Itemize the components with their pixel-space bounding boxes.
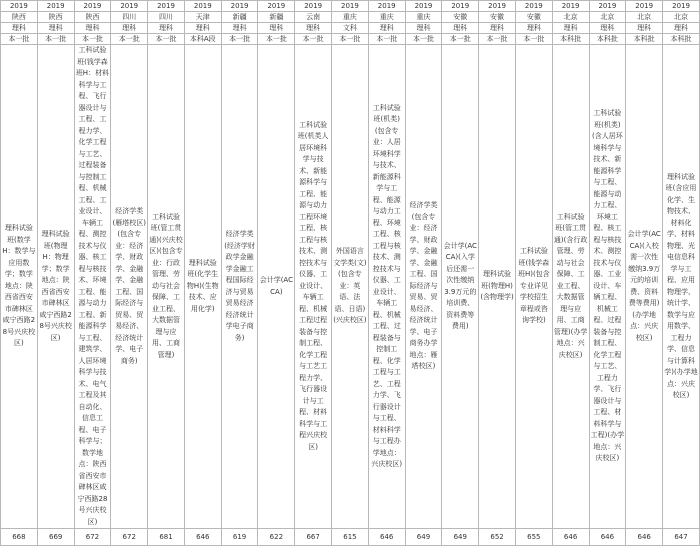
score-cell: 672 <box>111 529 148 546</box>
score-cell: 669 <box>37 529 74 546</box>
year-cell: 2019 <box>442 1 479 12</box>
category-cell: 理科 <box>258 23 295 34</box>
batch-cell: 本科批 <box>552 34 589 45</box>
province-cell: 云南 <box>295 12 332 23</box>
score-cell: 622 <box>258 529 295 546</box>
year-cell: 2019 <box>405 1 442 12</box>
category-row <box>1 23 700 34</box>
major-cell: 理科试验班(物理H：物理学；数学地点：陕西省西安市碑林区咸宁西路28号兴庆校区) <box>37 45 74 529</box>
batch-cell: 本一批 <box>515 34 552 45</box>
major-cell: 工科试验班(机类人居环境科学与技术、新能源科学与工程、能源与动力工程环境工程、核工程与核技术、测控技术与仪器、工业设计、车辆工程、机械工程过程装备与控制工程、化学工程与工艺工程力学、飞行器设计与工程、材料科学与工程兴庆校区) <box>295 45 332 529</box>
province-cell: 北京 <box>552 12 589 23</box>
score-row <box>1 529 700 546</box>
score-cell: 652 <box>479 529 516 546</box>
province-cell: 陕西 <box>37 12 74 23</box>
major-cell: 工科试验班(管工贯通)(含行政管理、劳动与社会保障、工业工程、大数据管理与应用、工商管理)(办学地点：兴庆校区) <box>552 45 589 529</box>
batch-cell: 本一批 <box>368 34 405 45</box>
year-row <box>1 1 700 12</box>
batch-cell: 本一批 <box>332 34 369 45</box>
batch-cell: 本科A段 <box>184 34 221 45</box>
category-cell: 文科 <box>332 23 369 34</box>
major-cell: 理科试验班(数学H：数学与应用数学；数学地点：陕西省西安市碑林区咸宁西路28号兴庆校区) <box>1 45 38 529</box>
year-cell: 2019 <box>589 1 626 12</box>
major-cell: 工科试验班(钱学森班H：材料科学与工程、飞行器设计与工程、工程力学、化学工程与工艺、过程装备与控制工程、机械工程、工业设计、车辆工程、测控技术与仪器、核工程与核技术、环境工程、能源与动力工程、新能源科学与工程、建筑学、人居环境科学与技术、电气工程及其自动化、信息工程、电子科学与；数学地点：陕西省西安市碑林区咸宁西路28号兴庆校区) <box>74 45 111 529</box>
province-cell: 新疆 <box>258 12 295 23</box>
province-cell: 新疆 <box>221 12 258 23</box>
category-cell: 理科 <box>111 23 148 34</box>
batch-cell: 本一批 <box>148 34 185 45</box>
category-cell: 理科 <box>368 23 405 34</box>
major-cell: 理科试验班(含应用化学、生物技术、材料化学、材料物理、光电信息科学与工程、应用物理学、统计学、数学与应用数学、工程力学、信息与计算科学)(办学地点：兴庆校区) <box>663 45 700 529</box>
batch-cell: 本一批 <box>405 34 442 45</box>
year-cell: 2019 <box>295 1 332 12</box>
year-cell: 2019 <box>1 1 38 12</box>
score-cell: 668 <box>1 529 38 546</box>
batch-cell: 本一批 <box>442 34 479 45</box>
score-cell: 672 <box>74 529 111 546</box>
batch-cell: 本科批 <box>663 34 700 45</box>
major-cell: 会计学(ACCA) <box>258 45 295 529</box>
major-row <box>1 45 700 529</box>
category-cell: 理科 <box>552 23 589 34</box>
province-row <box>1 12 700 23</box>
year-cell: 2019 <box>148 1 185 12</box>
score-cell: 646 <box>552 529 589 546</box>
major-cell: 经济学类(包含专业：经济学、财政学、金融学、金融工程、国际经济与贸易、贸易经济、经济统计学、电子商务办学地点：雁塔校区) <box>405 45 442 529</box>
province-cell: 重庆 <box>405 12 442 23</box>
major-cell: 工科试验班(钱学森班H)(包含专业详见学校招生章程或咨询学校) <box>515 45 552 529</box>
province-cell: 安徽 <box>479 12 516 23</box>
year-cell: 2019 <box>515 1 552 12</box>
score-cell: 619 <box>221 529 258 546</box>
year-cell: 2019 <box>258 1 295 12</box>
major-cell: 工科试验班(管工贯通)(兴庆校区)(包含专业：行政管理、劳动与社会保障、工业工程、大数据管理与应用、工商管理) <box>148 45 185 529</box>
year-cell: 2019 <box>221 1 258 12</box>
category-cell: 理科 <box>184 23 221 34</box>
category-cell: 理科 <box>295 23 332 34</box>
score-cell: 646 <box>184 529 221 546</box>
batch-cell: 本一批 <box>1 34 38 45</box>
major-cell: 理科试验班(物理H)(含物理学) <box>479 45 516 529</box>
category-cell: 理科 <box>405 23 442 34</box>
province-cell: 重庆 <box>332 12 369 23</box>
major-cell: 工科试验班(机类)(包含专业：人居环境科学与技术、新能源科学与工程、能源与动力工程、环境工程、核工程与核技术、测控技术与仪器、工业设计、车辆工程、机械工程、过程装备与控制工程、化学工程与工艺、工程力学、飞行器设计与工程、材料科学与工程办学地点：兴庆校区) <box>368 45 405 529</box>
category-cell: 理科 <box>515 23 552 34</box>
batch-cell: 本一批 <box>37 34 74 45</box>
category-cell: 理科 <box>626 23 663 34</box>
year-cell: 2019 <box>663 1 700 12</box>
category-cell: 理科 <box>479 23 516 34</box>
major-cell: 经济学类(雁塔校区)(包含专业：经济学、财政学、金融学、金融工程、国际经济与贸易、贸易经济、经济统计学、电子商务) <box>111 45 148 529</box>
major-cell: 工科试验班(机类)(含人居环境科学与技术、新能源科学与工程、能源与动力工程、环境工程、核工程与核技术、测控技术与仪器、工业设计、车辆工程、机械工程、过程装备与控制工程、化学工程与工艺、工程力学、飞行器设计与工程、材料科学与工程)(办学地点：兴庆校区) <box>589 45 626 529</box>
batch-row <box>1 34 700 45</box>
year-cell: 2019 <box>479 1 516 12</box>
batch-cell: 本一批 <box>74 34 111 45</box>
major-cell: 外国语言文学类(文)(包含专业：英语、法语、日语)(兴庆校区) <box>332 45 369 529</box>
category-cell: 理科 <box>589 23 626 34</box>
score-cell: 647 <box>663 529 700 546</box>
category-cell: 理科 <box>442 23 479 34</box>
category-cell: 理科 <box>148 23 185 34</box>
batch-cell: 本科批 <box>589 34 626 45</box>
province-cell: 重庆 <box>368 12 405 23</box>
score-cell: 667 <box>295 529 332 546</box>
year-cell: 2019 <box>111 1 148 12</box>
year-cell: 2019 <box>37 1 74 12</box>
score-cell: 646 <box>368 529 405 546</box>
year-cell: 2019 <box>552 1 589 12</box>
category-cell: 理科 <box>37 23 74 34</box>
province-cell: 天津 <box>184 12 221 23</box>
batch-cell: 本一批 <box>111 34 148 45</box>
year-cell: 2019 <box>74 1 111 12</box>
province-cell: 北京 <box>663 12 700 23</box>
province-cell: 四川 <box>111 12 148 23</box>
category-cell: 理科 <box>74 23 111 34</box>
batch-cell: 本一批 <box>295 34 332 45</box>
score-cell: 615 <box>332 529 369 546</box>
province-cell: 安徽 <box>515 12 552 23</box>
province-cell: 四川 <box>148 12 185 23</box>
province-cell: 北京 <box>589 12 626 23</box>
province-cell: 陕西 <box>74 12 111 23</box>
year-cell: 2019 <box>368 1 405 12</box>
score-cell: 649 <box>442 529 479 546</box>
major-cell: 经济学类(经济学财政学金融学金融工程国际经济与贸易贸易经济经济统计学电子商务) <box>221 45 258 529</box>
province-cell: 北京 <box>626 12 663 23</box>
province-cell: 安徽 <box>442 12 479 23</box>
score-cell: 655 <box>515 529 552 546</box>
year-cell: 2019 <box>332 1 369 12</box>
major-cell: 会计学(ACCA)(入学后还需一次性缴纳3.9万元的培训费、资料费等费用) <box>442 45 479 529</box>
batch-cell: 本科批 <box>626 34 663 45</box>
year-cell: 2019 <box>184 1 221 12</box>
major-cell: 会计学(ACCA)(入校需一次性缴纳3.9万元的培训费、资料费等费用)(办学地点：兴庆校区) <box>626 45 663 529</box>
score-cell: 681 <box>148 529 185 546</box>
category-cell: 理科 <box>221 23 258 34</box>
year-cell: 2019 <box>626 1 663 12</box>
batch-cell: 本一批 <box>258 34 295 45</box>
category-cell: 理科 <box>1 23 38 34</box>
major-cell: 理科试验班(化学生物H)(生物技术、应用化学) <box>184 45 221 529</box>
score-cell: 646 <box>589 529 626 546</box>
category-cell: 理科 <box>663 23 700 34</box>
score-cell: 649 <box>405 529 442 546</box>
batch-cell: 本一批 <box>221 34 258 45</box>
batch-cell: 本一批 <box>479 34 516 45</box>
score-cell: 646 <box>626 529 663 546</box>
province-cell: 陕西 <box>1 12 38 23</box>
